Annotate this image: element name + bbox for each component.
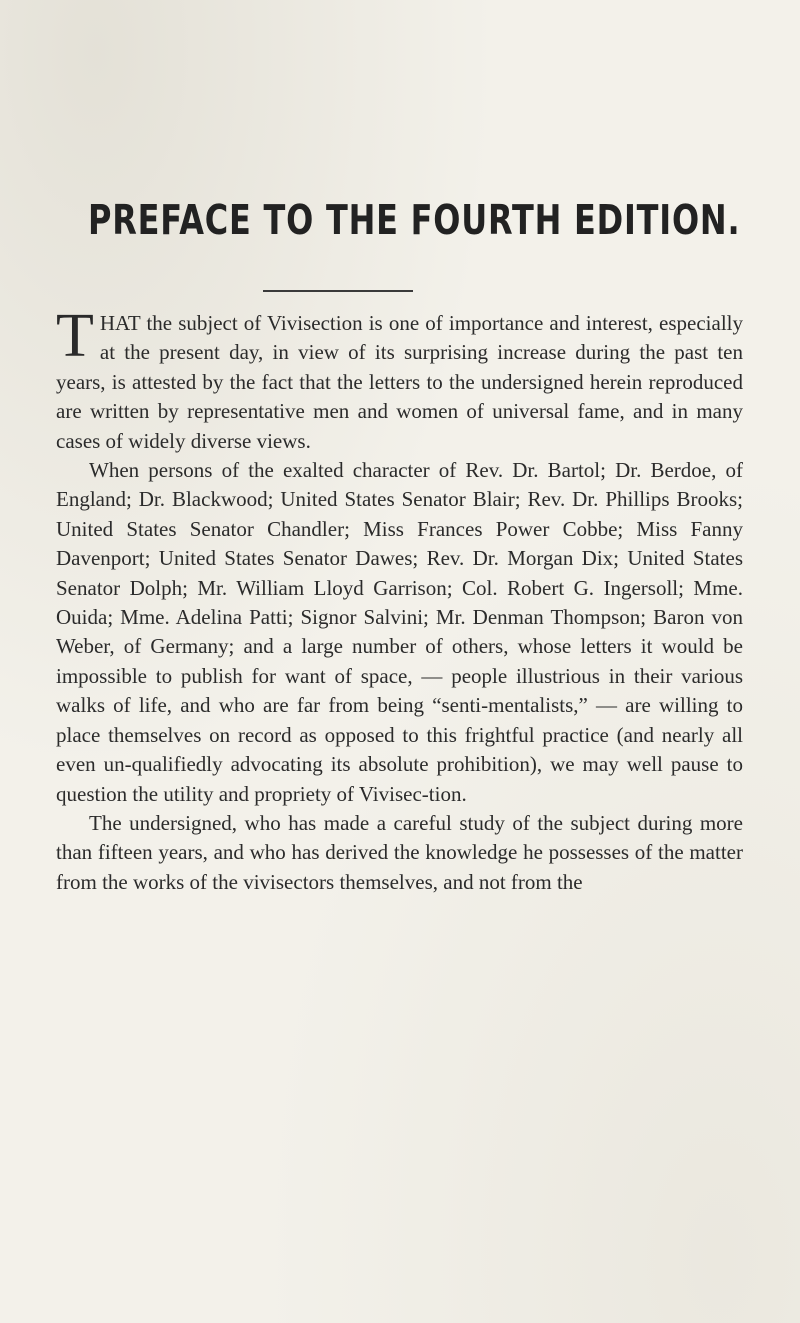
- paragraph-1: [56, 302, 743, 456]
- paragraph-1-text: HAT the subject of Vivisection is one of importance and interest, especially at the present day, in view of its surprising increase during the past ten years, is attested by the fact that the letters to the undersigned herein reproduced are written by representative men and women of universal fame, and in many cases of widely diverse views.: [56, 311, 743, 453]
- paragraph-2: When persons of the exalted character of Rev. Dr. Bartol; Dr. Berdoe, of England; Dr. Blackwood; United States Senator Blair; Rev. Dr. Phillips Brooks; United States Senator Chandler; Miss Frances Power Cobbe; Miss Fanny Davenport; United States Senator Dawes; Rev. Dr. Morgan Dix; United States Senator Dolph; Mr. William Lloyd Garrison; Col. Robert G. Ingersoll; Mme. Ouida; Mme. Adelina Patti; Signor Salvini; Mr. Denman Thompson; Baron von Weber, of Germany; and a large number of others, whose letters it would be impossible to publish for want of space, — people illustrious in their various walks of life, and who are far from being “senti-mentalists,” — are willing to place themselves on record as opposed to this frightful practice (and nearly all even un-qualifiedly advocating its absolute prohibition), we may well pause to question the utility and propriety of Vivisec-tion.: [56, 458, 743, 806]
- preface-body: [56, 302, 743, 897]
- page-title: PREFACE TO THE FOURTH EDITION.: [88, 196, 741, 244]
- drop-cap-letter: T: [56, 302, 94, 370]
- title-divider: [263, 290, 413, 292]
- paragraph-3: The undersigned, who has made a careful study of the subject during more than fifteen years, and who has derived the knowledge he possesses of the matter from the works of the vivisectors themselves, and not from the: [56, 810, 743, 894]
